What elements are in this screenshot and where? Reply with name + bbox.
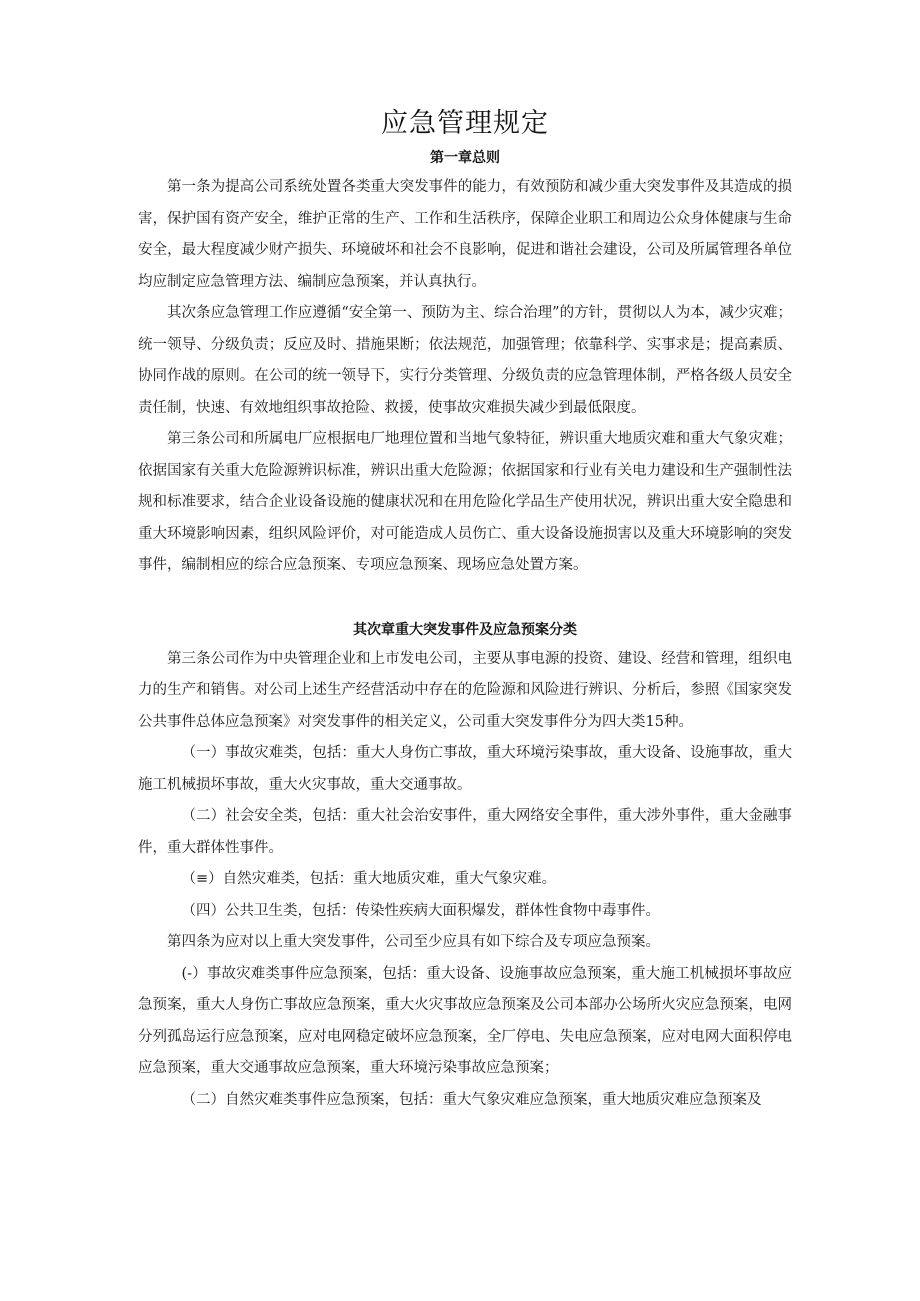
article-2-paragraph: 其次条应急管理工作应遵循“安全第一、预防为主、综合治理”的方针，贯彻以人为本，减少灾难；统一领导、分级负责；反应及时、措施果断；依法规范，加强管理；依靠科学、实事求是；提高素质、协同作战的原则。在公司的统一领导下，实行分类管理、分级负责的应急管理体制，严格各级人员安全责任制，快速、有效地组织事故抢险、救援，使事故灾难损失减少到最低限度。 <box>138 305 792 416</box>
plan-accident-disaster: (-）事故灾难类事件应急预案，包括：重大设备、设施事故应急预案，重大施工机械损坏事故应急预案，重大人身伤亡事故应急预案，重大火灾事故应急预案及公司本部办公场所火灾应急预案，电网分列孤岛运行应急预案，应对电网稳定破坏应急预案，全厂停电、失电应急预案，应对电网大面积停电应急预案，重大交通事故应急预案，重大环境污染事故应急预案； <box>138 965 792 1076</box>
chapter-2-intro-paragraph: 第三条公司作为中央管理企业和上市发电公司，主要从事电源的投资、建设、经营和管理，组织电力的生产和销售。对公司上述生产经营活动中存在的危险源和风险进行辨识、分析后，参照《国家突发公共事件总体应急预案》对突发事件的相关定义，公司重大突发事件分为四大类15种。 <box>138 650 792 730</box>
plan-natural-disaster: （二）自然灾难类事件应急预案，包括：重大气象灾难应急预案，重大地质灾难应急预案及 <box>181 1091 762 1108</box>
article-4-paragraph: 第四条为应对以上重大突发事件，公司至少应具有如下综合及专项应急预案。 <box>167 934 660 950</box>
chapter-1-heading: 第一章总则 <box>430 150 500 166</box>
document-body <box>138 104 792 1116</box>
category-accident-disaster: （一）事故灾难类，包括：重大人身伤亡事故，重大环境污染事故，重大设备、设施事故，重大施工机械损坏事故，重大火灾事故，重大交通事故。 <box>138 745 792 793</box>
category-social-security: （二）社会安全类，包括：重大社会治安事件，重大网络安全事件，重大涉外事件，重大金融事件，重大群体性事件。 <box>138 808 792 856</box>
document-title: 应急管理规定 <box>381 108 549 139</box>
category-public-health: （四）公共卫生类，包括：传染性疾病大面积爆发，群体性食物中毒事件。 <box>181 902 660 919</box>
article-3-paragraph: 第三条公司和所属电厂应根据电厂地理位置和当地气象特征，辨识重大地质灾难和重大气象灾难；依据国家有关重大危险源辨识标准，辨识出重大危险源；依据国家和行业有关电力建设和生产强制性法规和标准要求，结合企业设备设施的健康状况和在用危险化学品生产使用状况，辨识出重大安全隐患和重大环境影响因素，组织风险评价，对可能造成人员伤亡、重大设备设施损害以及重大环境影响的突发事件，编制相应的综合应急预案、专项应急预案、现场应急处置方案。 <box>138 431 792 573</box>
article-1-paragraph: 第一条为提高公司系统处置各类重大突发事件的能力，有效预防和减少重大突发事件及其造成的损害，保护国有资产安全，维护正常的生产、工作和生活秩序，保障企业职工和周边公众身体健康与生命安全，最大程度减少财产损失、环境破坏和社会不良影响，促进和谐社会建设，公司及所属管理各单位均应制定应急管理方法、编制应急预案，并认真执行。 <box>138 179 792 290</box>
chapter-2-heading: 其次章重大突发事件及应急预案分类 <box>353 621 577 638</box>
category-natural-disaster: （≡）自然灾难类，包括：重大地质灾难，重大气象灾难。 <box>181 871 557 887</box>
